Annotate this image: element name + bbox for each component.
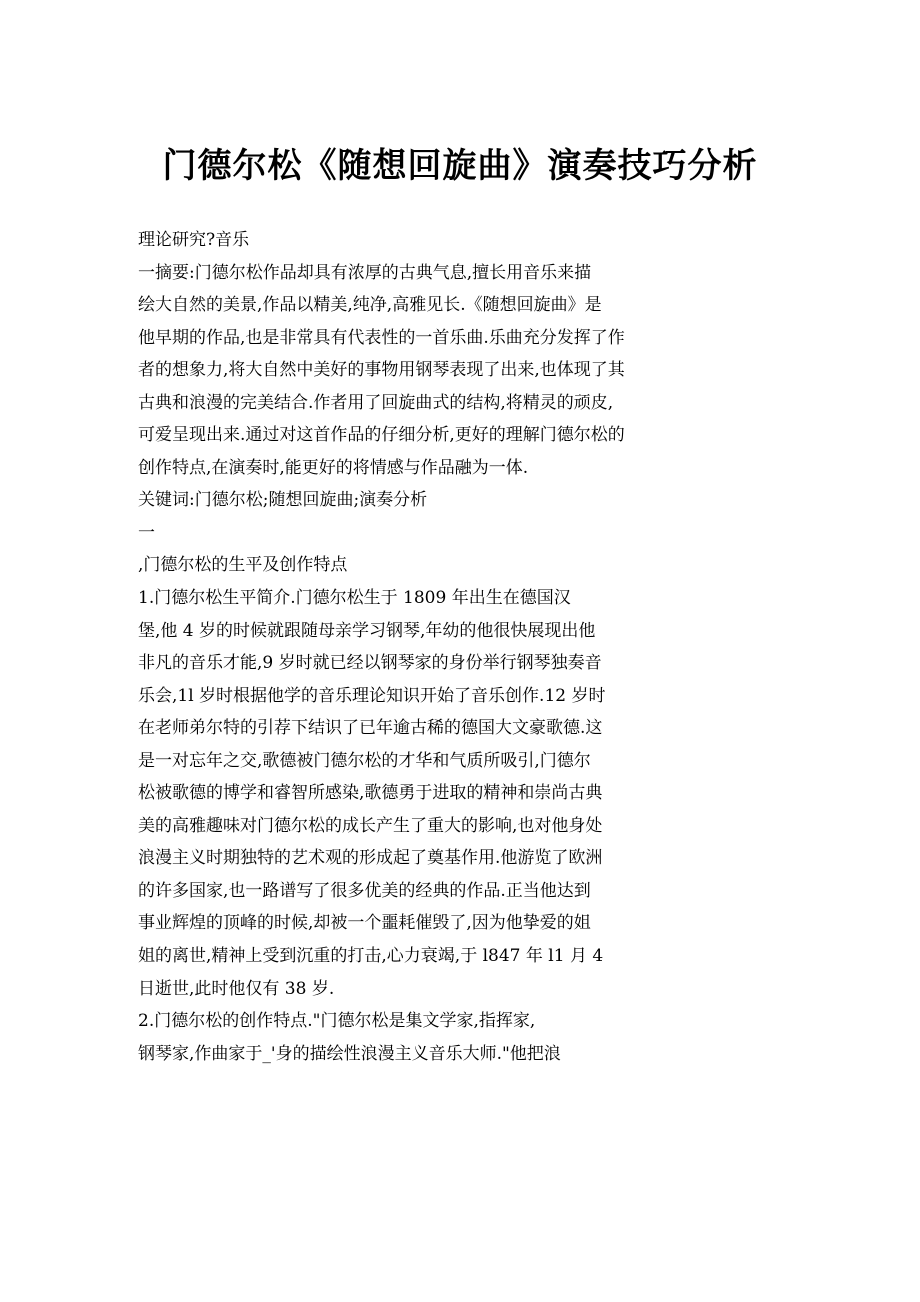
text-line: 理论研究?音乐: [138, 230, 250, 250]
text-line: 创作特点,在演奏时,能更好的将情感与作品融为一体.: [138, 457, 529, 478]
text-line: 松被歌德的博学和睿智所感染,歌德勇于进取的精神和崇尚古典: [138, 783, 603, 804]
text-line: 姐的离世,精神上受到沉重的打击,心力衰竭,于 l847 年 l1 月 4: [138, 946, 604, 967]
text-line: 是一对忘年之交,歌德被门德尔松的才华和气质所吸引,门德尔: [138, 750, 591, 771]
text-line: 2.门德尔松的创作特点."门德尔松是集文学家,指挥家,: [138, 1011, 536, 1032]
text-line: 日逝世,此时他仅有 38 岁.: [138, 978, 335, 999]
text-line: ,门德尔松的生平及创作特点: [138, 555, 348, 576]
text-line: 在老师弟尔特的引荐下结识了已年逾古稀的德国大文豪歌德.这: [138, 718, 603, 739]
text-line: 非凡的音乐才能,9 岁时就已经以钢琴家的身份举行钢琴独奏音: [138, 653, 602, 674]
text-line: 古典和浪漫的完美结合.作者用了回旋曲式的结构,将精灵的顽皮,: [138, 392, 614, 413]
text-line: 1.门德尔松生平简介.门德尔松生于 1809 年出生在德国汉: [138, 588, 571, 609]
document-title: 门德尔松《随想回旋曲》演奏技巧分析: [162, 146, 758, 186]
text-line: 事业辉煌的顶峰的时候,却被一个噩耗催毁了,因为他挚爱的姐: [138, 913, 591, 934]
text-line: 绘大自然的美景,作品以精美,纯净,高雅见长.《随想回旋曲》是: [138, 295, 602, 316]
text-line: 堡,他 4 岁的时候就跟随母亲学习钢琴,年幼的他很快展现出他: [138, 620, 596, 641]
text-line: 关键词:门德尔松;随想回旋曲;演奏分析: [138, 490, 428, 511]
text-line: 的许多国家,也一路谱写了很多优美的经典的作品.正当他达到: [138, 880, 591, 901]
text-line: 乐会,1l 岁时根据他学的音乐理论知识开始了音乐创作.12 岁时: [138, 685, 606, 706]
document-body: [138, 224, 698, 1070]
text-line: 钢琴家,作曲家于_'身的描绘性浪漫主义音乐大师."他把浪: [138, 1043, 561, 1064]
text-line: 他早期的作品,也是非常具有代表性的一首乐曲.乐曲充分发挥了作: [138, 327, 625, 348]
text-line: 者的想象力,将大自然中美好的事物用钢琴表现了出来,也体现了其: [138, 360, 625, 381]
text-line: 一: [138, 522, 155, 543]
text-line: 一摘要:门德尔松作品却具有浓厚的古典气息,擅长用音乐来描: [138, 262, 592, 283]
text-line: 可爱呈现出来.通过对这首作品的仔细分析,更好的理解门德尔松的: [138, 425, 625, 446]
text-line: 美的高雅趣味对门德尔松的成长产生了重大的影响,也对他身处: [138, 815, 603, 836]
text-line: 浪漫主义时期独特的艺术观的形成起了奠基作用.他游览了欧洲: [138, 848, 603, 869]
